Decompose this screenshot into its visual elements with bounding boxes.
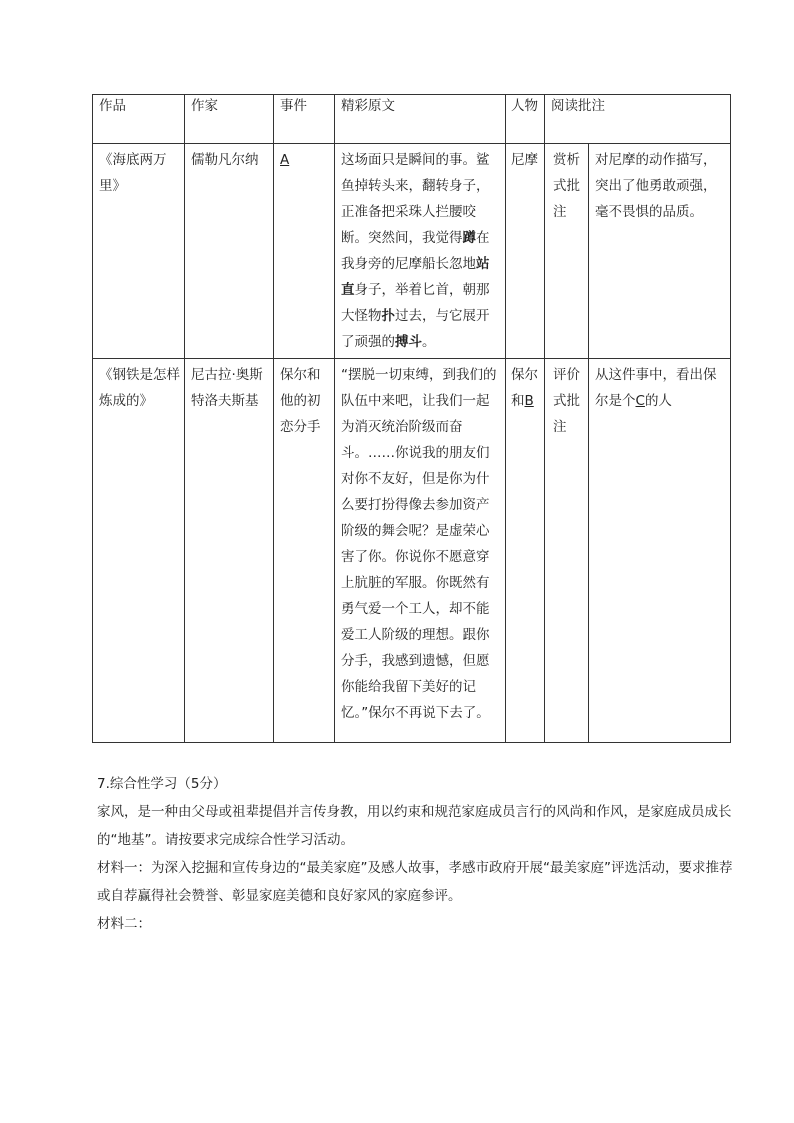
header-original-text: 精彩原文	[335, 95, 506, 144]
cell-work: 《海底两万里》	[93, 144, 185, 359]
cell-annotation-type: 评价式批注	[545, 359, 589, 743]
annotation-text: 从这件事中，看出保尔是个	[595, 367, 717, 409]
blank-b: B	[524, 393, 534, 409]
character-text: 保尔和	[511, 367, 538, 409]
text-segment: 过去，与它展开了顽强的	[341, 308, 490, 350]
cell-annotation-type: 赏析式批注	[545, 144, 589, 359]
question-title: 7.综合性学习（5分）	[97, 776, 227, 792]
text-segment: 这场面只是瞬间的事。鲨鱼掉转头来，翻转身子，正准备把采珠人拦腰咬断。突然间，我觉得	[341, 152, 490, 246]
header-event: 事件	[274, 95, 335, 144]
cell-author: 尼古拉·奥斯特洛夫斯基	[185, 359, 274, 743]
table-header-row	[93, 95, 731, 144]
text-bold: 蹲	[462, 230, 476, 246]
header-author: 作家	[185, 95, 274, 144]
material-one: 材料一：为深入挖掘和宣传身边的“最美家庭”及感人故事，孝感市政府开展“最美家庭”评选活动，要求推荐或自荐赢得社会赞誉、彰显家庭美德和良好家风的家庭参评。	[97, 860, 733, 904]
text-bold: 扑	[381, 308, 395, 324]
table-row	[93, 359, 731, 743]
text-segment: 在我身旁的尼摩船长忽地	[341, 230, 490, 272]
text-segment: 身子，举着匕首，朝那大怪物	[341, 282, 490, 324]
header-character: 人物	[506, 95, 545, 144]
table-row	[93, 144, 731, 359]
material-two: 材料二：	[97, 916, 151, 932]
header-annotation: 阅读批注	[545, 95, 731, 144]
cell-event	[274, 144, 335, 359]
cell-character: 尼摩	[506, 144, 545, 359]
question-7-section	[97, 770, 737, 938]
cell-annotation	[589, 359, 731, 743]
cell-annotation: 对尼摩的动作描写，突出了他勇敢顽强，毫不畏惧的品质。	[589, 144, 731, 359]
annotation-text: 的人	[644, 393, 672, 409]
header-work: 作品	[93, 95, 185, 144]
cell-character	[506, 359, 545, 743]
text-segment: 。	[422, 334, 436, 350]
cell-original-text: “摆脱一切束缚，到我们的队伍中来吧，让我们一起为消灭统治阶级而奋斗。……你说我的朋友们对你不友好，但是你为什么要打扮得像去参加资产阶级的舞会呢？是虚荣心害了你。你说你不愿意穿上肮脏的军服。你既然有勇气爱一个工人，却不能爱工人阶级的理想。跟你分手，我感到遗憾，但愿你能给我留下美好的记忆。”保尔不再说下去了。	[335, 359, 506, 743]
cell-work: 《钢铁是怎样炼成的》	[93, 359, 185, 743]
text-bold: 站直	[341, 256, 490, 298]
text-bold: 搏斗	[395, 334, 422, 350]
blank-c: C	[635, 393, 645, 409]
cell-original-text	[335, 144, 506, 359]
reading-notes-table	[92, 94, 731, 743]
cell-author: 儒勒凡尔纳	[185, 144, 274, 359]
blank-a: A	[280, 152, 290, 168]
cell-event: 保尔和他的初恋分手	[274, 359, 335, 743]
intro-paragraph: 家风，是一种由父母或祖辈提倡并言传身教，用以约束和规范家庭成员言行的风尚和作风，是家庭成员成长的“地基”。请按要求完成综合性学习活动。	[97, 804, 732, 848]
